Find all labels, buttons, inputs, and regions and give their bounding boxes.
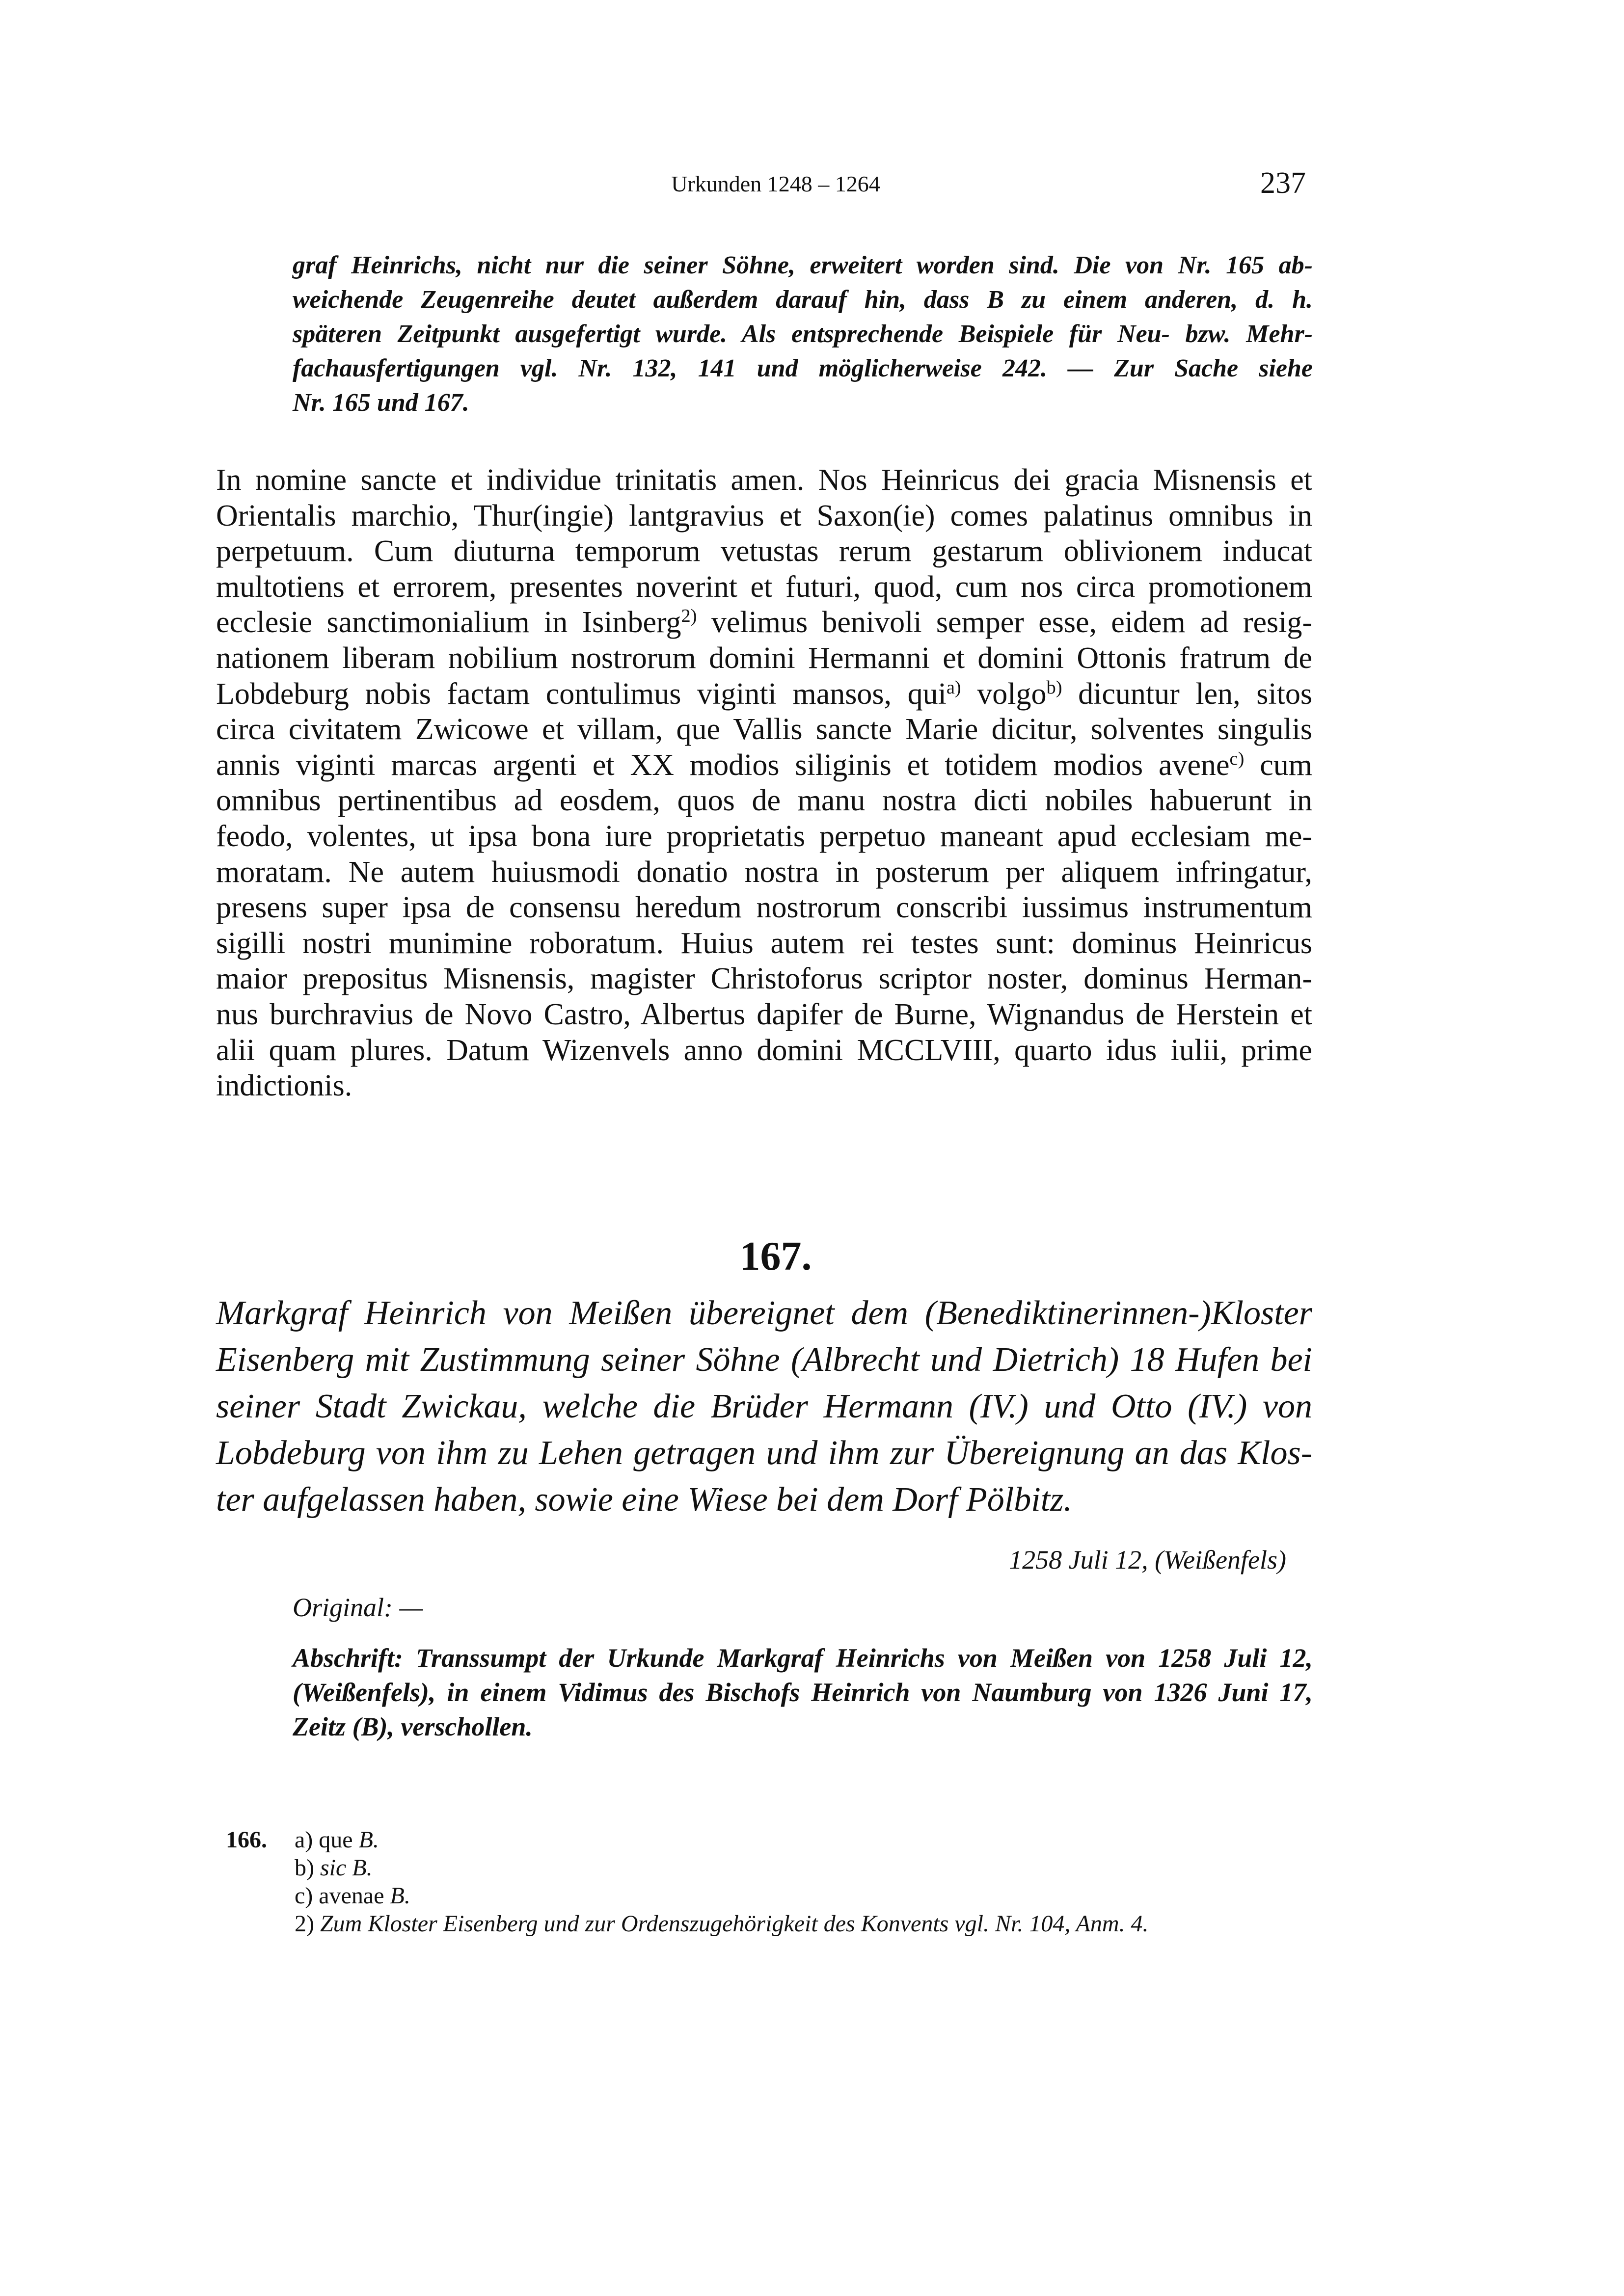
footnote-text: que: [313, 1827, 359, 1853]
intro-note-line: späteren Zeitpunkt ausgefertigt wurde. Als entsprechende Beispiele für Neu- bzw. Mehr-: [293, 320, 1313, 348]
regest: [216, 1290, 1312, 1523]
charter-line: nus burchravius de Novo Castro, Albertus dapifer de Burne, Wignandus de Herstein et: [216, 997, 1312, 1031]
charter-line: maior prepositus Misnensis, magister Christoforus scriptor noster, dominus Herman-: [216, 962, 1312, 996]
charter-line: omnibus pertinentibus ad eosdem, quos de manu nostra dicti nobiles habuerunt in: [216, 784, 1312, 818]
running-title: Urkunden 1248 – 1264: [671, 171, 880, 196]
abschrift-line: (Weißenfels), in einem Vidimus des Bischofs Heinrich von Naumburg von 1326 Juni 17,: [293, 1678, 1313, 1707]
charter-line: sigilli nostri munimine roboratum. Huius autem rei testes sunt: dominus Heinricus: [216, 926, 1312, 960]
charter-line: alii quam plures. Datum Wizenvels anno domini MCCLVIII, quarto idus iulii, prime: [216, 1033, 1312, 1067]
footnote-text: Zum Kloster Eisenberg und zur Ordenszugehörigkeit des Konvents vgl. Nr. 104, Anm. 4.: [314, 1911, 1149, 1937]
footnote-text: avenae: [313, 1883, 390, 1909]
charter-line: In nomine sancte et individue trinitatis amen. Nos Heinricus dei gracia Misnensis et: [216, 463, 1312, 497]
abschrift-note: [293, 1641, 1313, 1744]
charter-line: circa civitatem Zwicowe et villam, que Vallis sancte Marie dicitur, solventes singulis: [216, 713, 1312, 747]
regest-line: Markgraf Heinrich von Meißen übereignet dem (Benediktinerinnen-)Kloster: [216, 1294, 1312, 1332]
charter-line: indictionis.: [216, 1069, 352, 1103]
footnote-c: [295, 1882, 1148, 1910]
footnote-label: c): [295, 1883, 313, 1909]
original-note: Original: —: [293, 1593, 423, 1622]
intro-note-line: weichende Zeugenreihe deutet außerdem darauf hin, dass B zu einem anderen, d. h.: [293, 286, 1313, 314]
intro-note-line: graf Heinrichs, nicht nur die seiner Söhne, erweitert worden sind. Die von Nr. 165 ab-: [293, 251, 1313, 279]
charter-line: [216, 676, 1312, 712]
charter-text-segment: volgo: [961, 677, 1047, 711]
footnote-ref-2: 2): [681, 606, 697, 627]
footnote-label: 2): [295, 1911, 314, 1937]
footnote-b: [295, 1854, 1148, 1882]
charter-text-segment: annis viginti marcas argenti et XX modios siliginis et totidem modios avene: [216, 748, 1230, 782]
footnote-text: sic B.: [314, 1855, 373, 1881]
abschrift-line: Zeitz (B), verschollen.: [293, 1712, 533, 1741]
charter-line: feodo, volentes, ut ipsa bona iure proprietatis perpetuo maneant apud ecclesiam me-: [216, 819, 1312, 853]
charter-line: nationem liberam nobilium nostrorum domini Hermanni et domini Ottonis fratrum de: [216, 641, 1312, 675]
regest-line: Eisenberg mit Zustimmung seiner Söhne (Albrecht und Dietrich) 18 Hufen bei: [216, 1341, 1312, 1379]
charter-text: [216, 462, 1312, 1104]
footnote-document-ref: 166.: [226, 1827, 267, 1853]
charter-line: multotiens et errorem, presentes noverint et futuri, quod, cum nos circa promotionem: [216, 570, 1312, 604]
footnote-ref-c: c): [1229, 748, 1245, 769]
footnote-2: [295, 1910, 1148, 1938]
charter-text-segment: dicuntur len, sitos: [1062, 677, 1312, 711]
footnote-ref-a: a): [946, 677, 961, 698]
charter-text-segment: Lobdeburg nobis factam contulimus viginti mansos, qui: [216, 677, 947, 711]
charter-text-segment: cum: [1244, 748, 1312, 782]
charter-line: [216, 748, 1312, 783]
intro-note: [293, 248, 1313, 420]
footnote-ref-b: b): [1046, 677, 1062, 698]
abschrift-line: Abschrift: Transsumpt der Urkunde Markgraf Heinrichs von Meißen von 1258 Juli 12,: [293, 1643, 1313, 1673]
intro-note-line: Nr. 165 und 167.: [293, 389, 469, 417]
charter-line: perpetuum. Cum diuturna temporum vetustas rerum gestarum oblivionem inducat: [216, 534, 1312, 568]
page-number: 237: [1260, 166, 1306, 200]
footnote-a: [295, 1826, 1148, 1854]
footnote-label: a): [295, 1827, 313, 1853]
footnote-list: [295, 1826, 1148, 1938]
charter-line: Orientalis marchio, Thur(ingie) lantgravius et Saxon(ie) comes palatinus omnibus in: [216, 499, 1312, 533]
footnote-source: B.: [390, 1883, 410, 1909]
document-number: 167.: [739, 1233, 812, 1279]
footnote-source: B.: [358, 1827, 379, 1853]
regest-line: Lobdeburg von ihm zu Lehen getragen und ihm zur Übereignung an das Klos-: [216, 1434, 1312, 1472]
document-date: 1258 Juli 12, (Weißenfels): [1009, 1545, 1286, 1575]
intro-note-line: fachausfertigungen vgl. Nr. 132, 141 und möglicherweise 242. — Zur Sache siehe: [293, 354, 1313, 382]
charter-line: moratam. Ne autem huiusmodi donatio nostra in posterum per aliquem infringatur,: [216, 855, 1312, 889]
footnote-label: b): [295, 1855, 314, 1881]
charter-text-segment: ecclesie sanctimonialium in Isinberg: [216, 606, 681, 640]
charter-line: [216, 605, 1312, 641]
regest-line: seiner Stadt Zwickau, welche die Brüder Hermann (IV.) und Otto (IV.) von: [216, 1388, 1312, 1425]
regest-line: ter aufgelassen haben, sowie eine Wiese bei dem Dorf Pölbitz.: [216, 1481, 1072, 1519]
charter-line: presens super ipsa de consensu heredum nostrorum conscribi iussimus instrumentum: [216, 891, 1312, 925]
charter-text-segment: velimus benivoli semper esse, eidem ad resig-: [697, 606, 1312, 640]
